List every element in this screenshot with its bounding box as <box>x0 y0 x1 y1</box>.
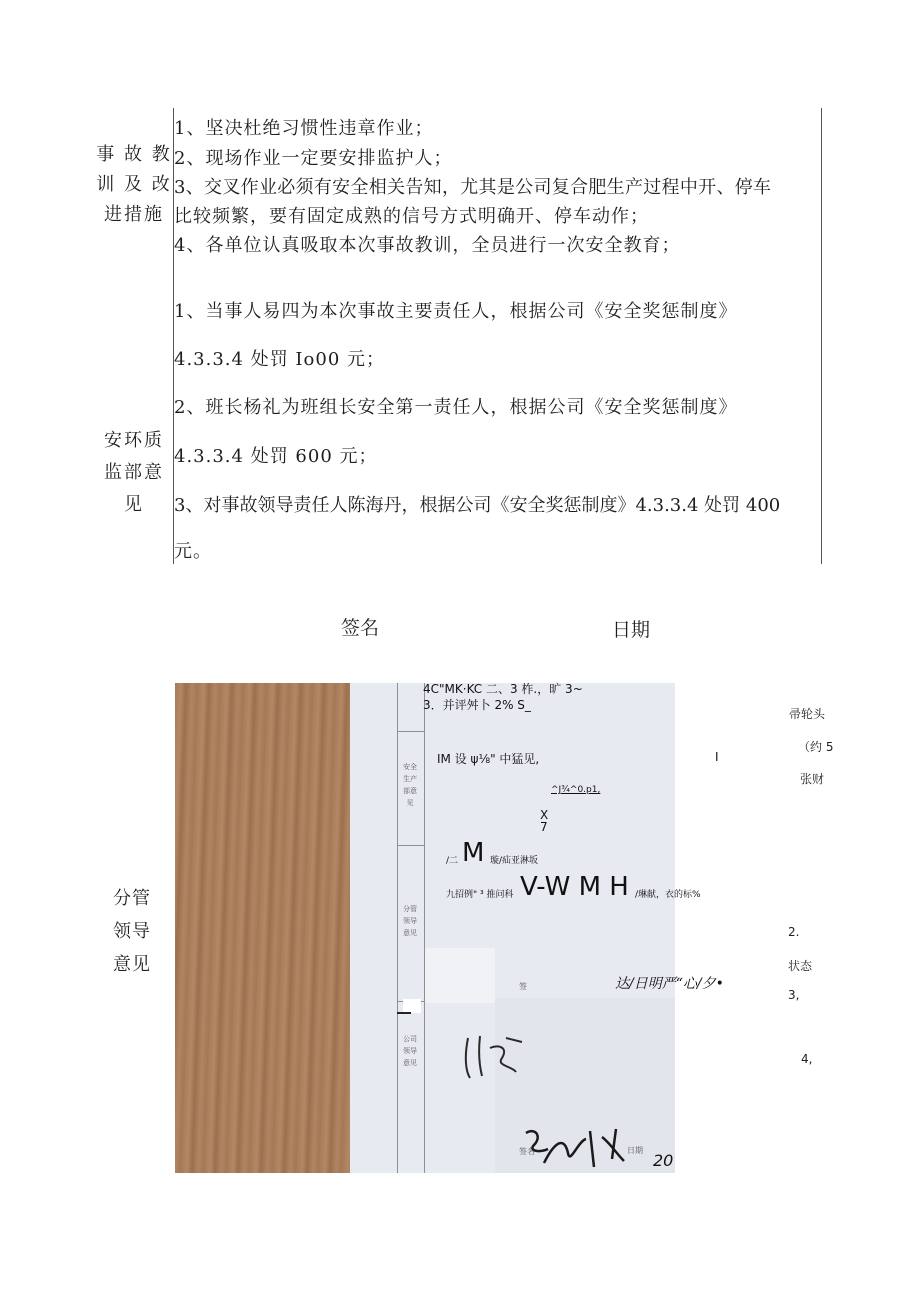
ocr-text-8a: /二 <box>446 856 459 866</box>
photo-date-label: 日期 <box>627 1146 643 1155</box>
ocr-text-5: ^J¾^0.p1, <box>551 785 601 795</box>
section-header-safety-dept-opinion: 安环质 监部意 见 <box>104 430 164 515</box>
wood-surface <box>175 683 350 1173</box>
cell-label-safety-dept: 安全生产部意见 <box>403 763 417 807</box>
side-text-6: 3, <box>788 988 800 1002</box>
ocr-text-9a: 九招例" ³ 推问科 <box>446 890 514 900</box>
side-text-5: 状态 <box>788 959 813 973</box>
ocr-text-4: I <box>715 750 719 764</box>
penalty-line-2: 2、班长杨礼为班组长安全第一责任人，根据公司《安全奖惩制度》 <box>174 397 738 418</box>
measure-line-3: 3、交叉作业必须有安全相关告知，尤其是公司复合肥生产过程中开、停车 <box>174 177 772 198</box>
penalty-line-2-amount: 4.3.3.4 处罚 600 元； <box>174 446 378 467</box>
measure-line-4: 4、各单位认真吸取本次事故教训，全员进行一次安全教育； <box>174 235 681 256</box>
paper-row-divider <box>397 731 425 732</box>
section-header-corrective-measures: 事 故 教 训 及 改 进措施 <box>96 144 172 225</box>
penalty-line-3-end: 元。 <box>174 541 212 562</box>
side-text-3: 张财 <box>800 772 825 786</box>
table-right-border <box>821 108 822 564</box>
handwritten-mark <box>460 1028 540 1088</box>
penalty-line-1-amount: 4.3.3.4 处罚 Io00 元； <box>174 349 385 370</box>
cell-label-company-leader: 公司领导意见 <box>403 1035 417 1067</box>
photo-sign-label: 签名 <box>519 1147 535 1156</box>
handwritten-date: 20 <box>653 1151 674 1170</box>
measure-line-2: 2、现场作业一定要安排监护人； <box>174 148 453 169</box>
ocr-text-9c: /琳献，衣的标% <box>635 890 701 900</box>
photo-white-box <box>403 999 421 1013</box>
ocr-text-8b: M <box>462 838 485 868</box>
measure-line-3-cont: 比较频繁，要有固定成熟的信号方式明确开、停车动作； <box>174 206 649 227</box>
handwritten-signature <box>520 1123 640 1173</box>
side-text-4: 2. <box>788 925 800 939</box>
paper-row-divider <box>397 845 425 846</box>
ocr-text-7: 7 <box>540 820 548 834</box>
cell-label-leader: 分管领导意见 <box>403 905 417 937</box>
penalty-line-1: 1、当事人易四为本次事故主要责任人，根据公司《安全奖惩制度》 <box>174 301 738 322</box>
photo-partial-sign: 签 <box>519 982 527 991</box>
ocr-text-10: 达/日明严“心/夕• <box>615 976 724 992</box>
ocr-text-8c: 璇/疝亚淋坂 <box>490 856 539 866</box>
penalty-line-3: 3、对事故领导责任人陈海丹，根据公司《安全奖惩制度》4.3.3.4 处罚 400 <box>174 495 781 516</box>
ocr-text-1: 4C"MK·KC 二、3 柞.，旷 3~ <box>423 682 583 696</box>
photo-edge-line <box>397 1012 411 1014</box>
measure-line-1: 1、坚决杜绝习惯性违章作业； <box>174 118 434 139</box>
paper-fold-shadow <box>425 948 495 1003</box>
ocr-text-6: X <box>540 808 549 822</box>
ocr-text-2: 3．并评舛卜 2% S_ <box>423 698 531 712</box>
scanned-form-photo <box>175 683 675 1173</box>
side-text-7: 4, <box>801 1052 813 1066</box>
date-label: 日期 <box>612 619 651 641</box>
ocr-text-9b: V-W M H <box>520 872 629 902</box>
section-header-leader-opinion: 分管 领导 意见 <box>113 888 151 975</box>
side-text-1: 帚轮头 <box>789 707 826 721</box>
sign-label: 签名 <box>341 617 380 639</box>
side-text-2: （约 5 <box>798 740 834 754</box>
ocr-text-3: IM 设 ψ⅛" 中猛见, <box>437 752 540 766</box>
